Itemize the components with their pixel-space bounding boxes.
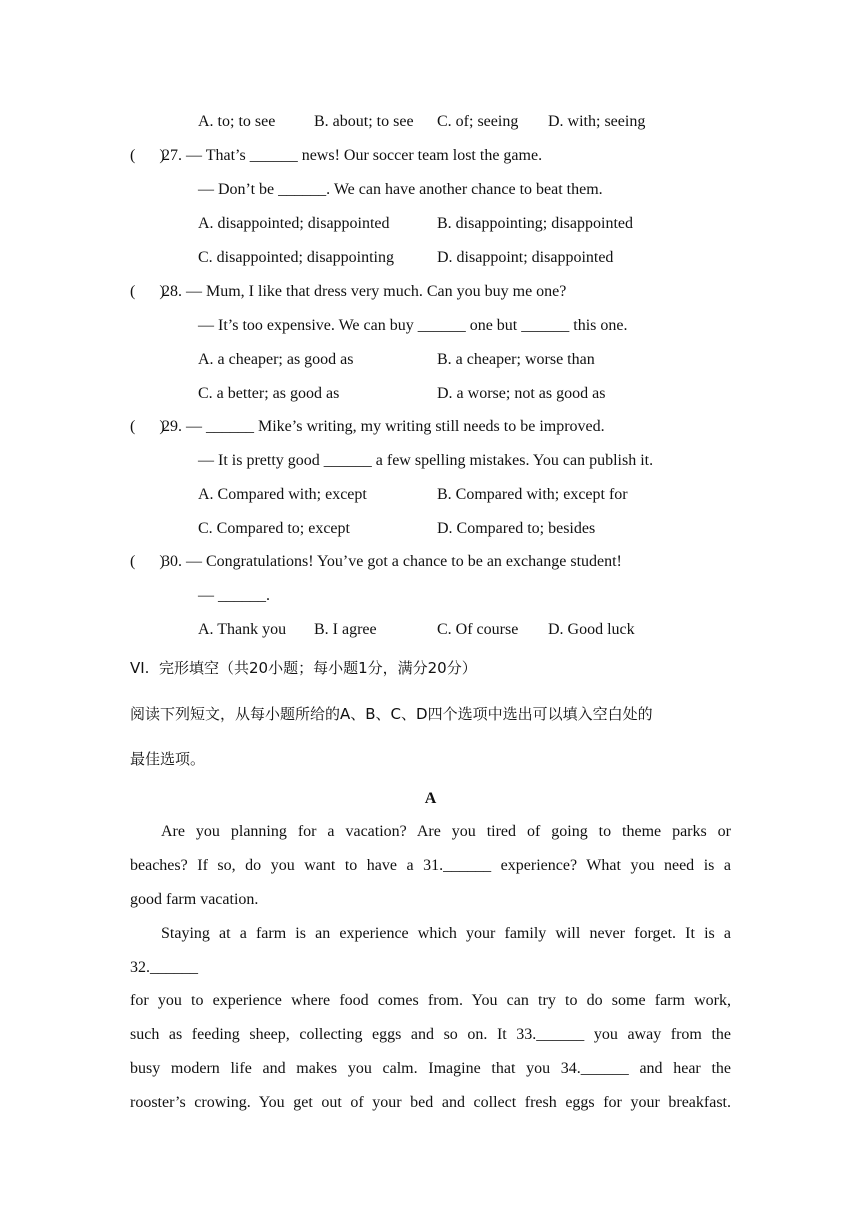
q27-option-a: A. disappointed; disappointed (198, 215, 390, 232)
answer-blank-28: ( ) (130, 283, 165, 300)
q28-reply: — It’s too expensive. We can buy ______ one but ______ this one. (198, 317, 628, 334)
q29-reply: — It is pretty good ______ a few spelling mistakes. You can publish it. (198, 452, 654, 469)
q26-option-b: B. about; to see (314, 113, 414, 130)
q29-option-a: A. Compared with; except (198, 486, 367, 503)
q26-option-a: A. to; to see (198, 113, 276, 130)
q30-reply: — ______. (198, 587, 270, 604)
q29-option-b: B. Compared with; except for (437, 486, 628, 503)
q27-option-d: D. disappoint; disappointed (437, 249, 614, 266)
q26-option-d: D. with; seeing (548, 113, 646, 130)
section-heading: VI. 完形填空（共20小题；每小题1分，满分20分） (130, 659, 477, 677)
q28-stem: 28. — Mum, I like that dress very much. Can you buy me one? (162, 283, 567, 300)
q30-option-c: C. Of course (437, 621, 519, 638)
section-instruction-line-1: 阅读下列短文，从每小题所给的A、B、C、D四个选项中选出可以填入空白处的 (130, 705, 653, 723)
answer-blank-27: ( ) (130, 147, 165, 164)
q29-option-c: C. Compared to; except (198, 520, 350, 537)
q28-option-b: B. a cheaper; worse than (437, 351, 595, 368)
passage-line-9: rooster’s crowing. You get out of your bed and collect fresh eggs for your breakfast. (130, 1094, 731, 1111)
q28-option-a: A. a cheaper; as good as (198, 351, 354, 368)
q30-stem: 30. — Congratulations! You’ve got a chance to be an exchange student! (162, 553, 622, 570)
answer-blank-29: ( ) (130, 418, 165, 435)
q29-option-d: D. Compared to; besides (437, 520, 596, 537)
passage-line-6: for you to experience where food comes from. You can try to do some farm work, (130, 992, 731, 1009)
answer-blank-30: ( ) (130, 553, 165, 570)
q28-option-c: C. a better; as good as (198, 385, 340, 402)
passage-line-4: Staying at a farm is an experience which your family will never forget. It is a (161, 925, 731, 942)
passage-line-1: Are you planning for a vacation? Are you tired of going to theme parks or (161, 823, 731, 840)
q27-reply: — Don’t be ______. We can have another chance to beat them. (198, 181, 603, 198)
q26-option-c: C. of; seeing (437, 113, 519, 130)
passage-line-2: beaches? If so, do you want to have a 31.______ experience? What you need is a (130, 857, 731, 874)
q27-option-c: C. disappointed; disappointing (198, 249, 394, 266)
passage-line-8: busy modern life and makes you calm. Imagine that you 34.______ and hear the (130, 1060, 731, 1077)
q29-stem: 29. — ______ Mike’s writing, my writing still needs to be improved. (162, 418, 605, 435)
passage-line-3: good farm vacation. (130, 891, 259, 908)
section-instruction-line-2: 最佳选项。 (130, 750, 206, 768)
q27-option-b: B. disappointing; disappointed (437, 215, 633, 232)
q27-stem: 27. — That’s ______ news! Our soccer team lost the game. (162, 147, 543, 164)
passage-title: A (424, 790, 437, 807)
q30-option-b: B. I agree (314, 621, 377, 638)
q28-option-d: D. a worse; not as good as (437, 385, 606, 402)
q30-option-a: A. Thank you (198, 621, 287, 638)
q30-option-d: D. Good luck (548, 621, 635, 638)
passage-line-5: 32.______ (130, 959, 198, 976)
passage-line-7: such as feeding sheep, collecting eggs and so on. It 33.______ you away from the (130, 1026, 731, 1043)
